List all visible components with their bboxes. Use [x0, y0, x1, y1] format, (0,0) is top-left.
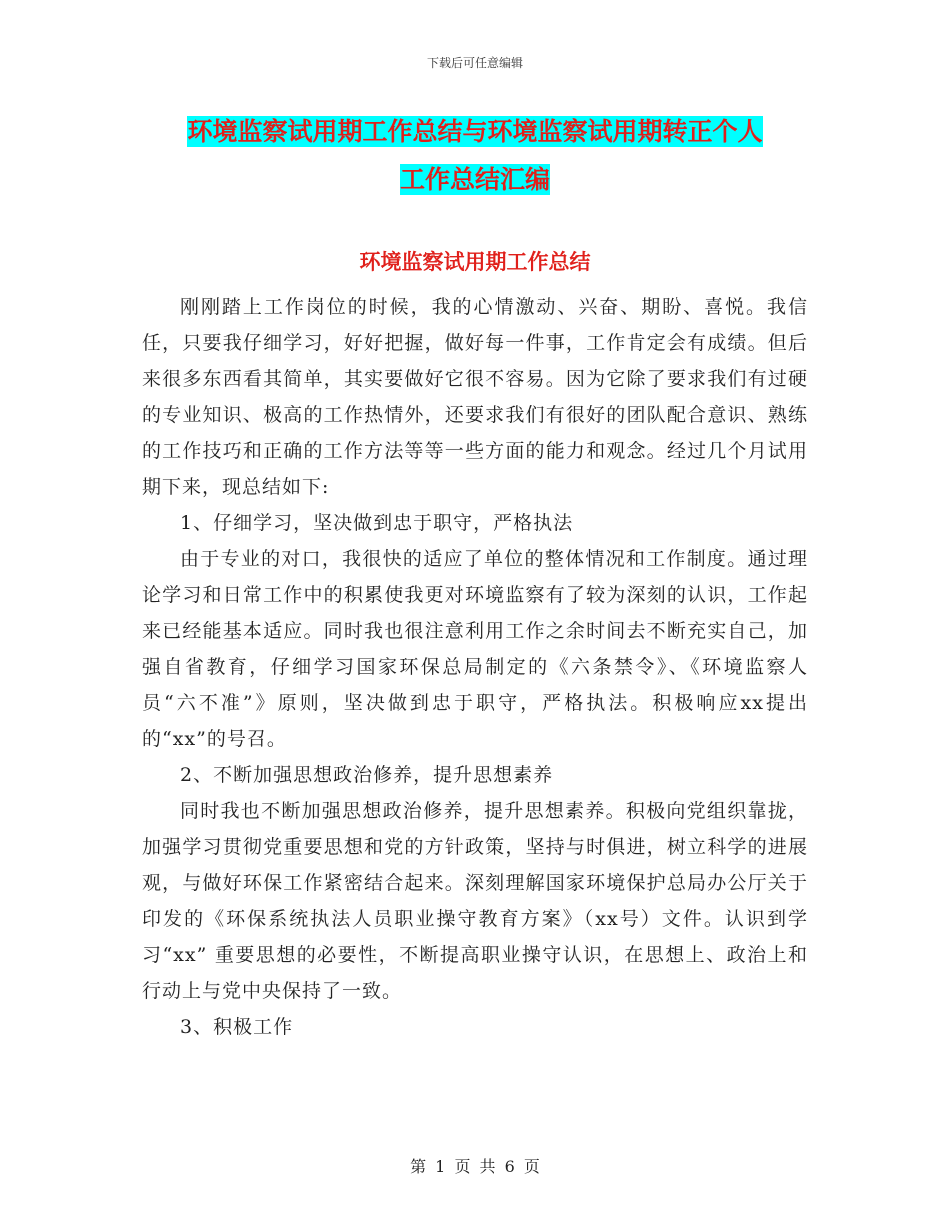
main-title: [120, 108, 830, 204]
paragraph-intro: 刚刚踏上工作岗位的时候，我的心情激动、兴奋、期盼、喜悦。我信任，只要我仔细学习，好好把握，做好每一件事，工作肯定会有成绩。但后来很多东西看其简单，其实要做好它很不容易。因为它除了要求我们有过硬的专业知识、极高的工作热情外，还要求我们有很好的团队配合意识、熟练的工作技巧和正确的工作方法等等一些方面的能力和观念。经过几个月试用期下来，现总结如下:: [142, 296, 808, 498]
page-footer: 第 1 页 共 6 页: [410, 1157, 540, 1176]
main-title-line-1-text: 环境监察试用期工作总结与环境监察试用期转正个人: [187, 117, 763, 146]
subheading-1: 1、仔细学习，坚决做到忠于职守，严格执法: [180, 512, 574, 534]
main-title-line-2-text: 工作总结汇编: [399, 165, 550, 194]
subheading-2: 2、不断加强思想政治修养，提升思想素养: [180, 764, 554, 786]
main-title-line-2: [120, 156, 830, 204]
main-title-line-1: [120, 108, 830, 156]
paragraph-1: 由于专业的对口，我很快的适应了单位的整体情况和工作制度。通过理论学习和日常工作中的积累使我更对环境监察有了较为深刻的认识，工作起来已经能基本适应。同时我也很注意利用工作之余时间去不断充实自己，加强自省教育，仔细学习国家环保总局制定的《六条禁令》、《环境监察人员“六不准”》原则，坚决做到忠于职守，严格执法。积极响应xx提出的“xx”的号召。: [142, 548, 808, 750]
subheading-3: 3、积极工作: [180, 1016, 294, 1038]
header-note: 下载后可任意编辑: [426, 56, 523, 70]
body-text: [142, 289, 808, 1045]
paragraph-2: 同时我也不断加强思想政治修养，提升思想素养。积极向党组织靠拢，加强学习贯彻党重要思想和党的方针政策，坚持与时俱进，树立科学的进展观，与做好环保工作紧密结合起来。深刻理解国家环境保护总局办公厅关于印发的《环保系统执法人员职业操守教育方案》（xx号）文件。认识到学习“xx” 重要思想的必要性，不断提高职业操守认识，在思想上、政治上和行动上与党中央保持了一致。: [142, 800, 808, 1002]
section-title: 环境监察试用期工作总结: [359, 250, 591, 274]
